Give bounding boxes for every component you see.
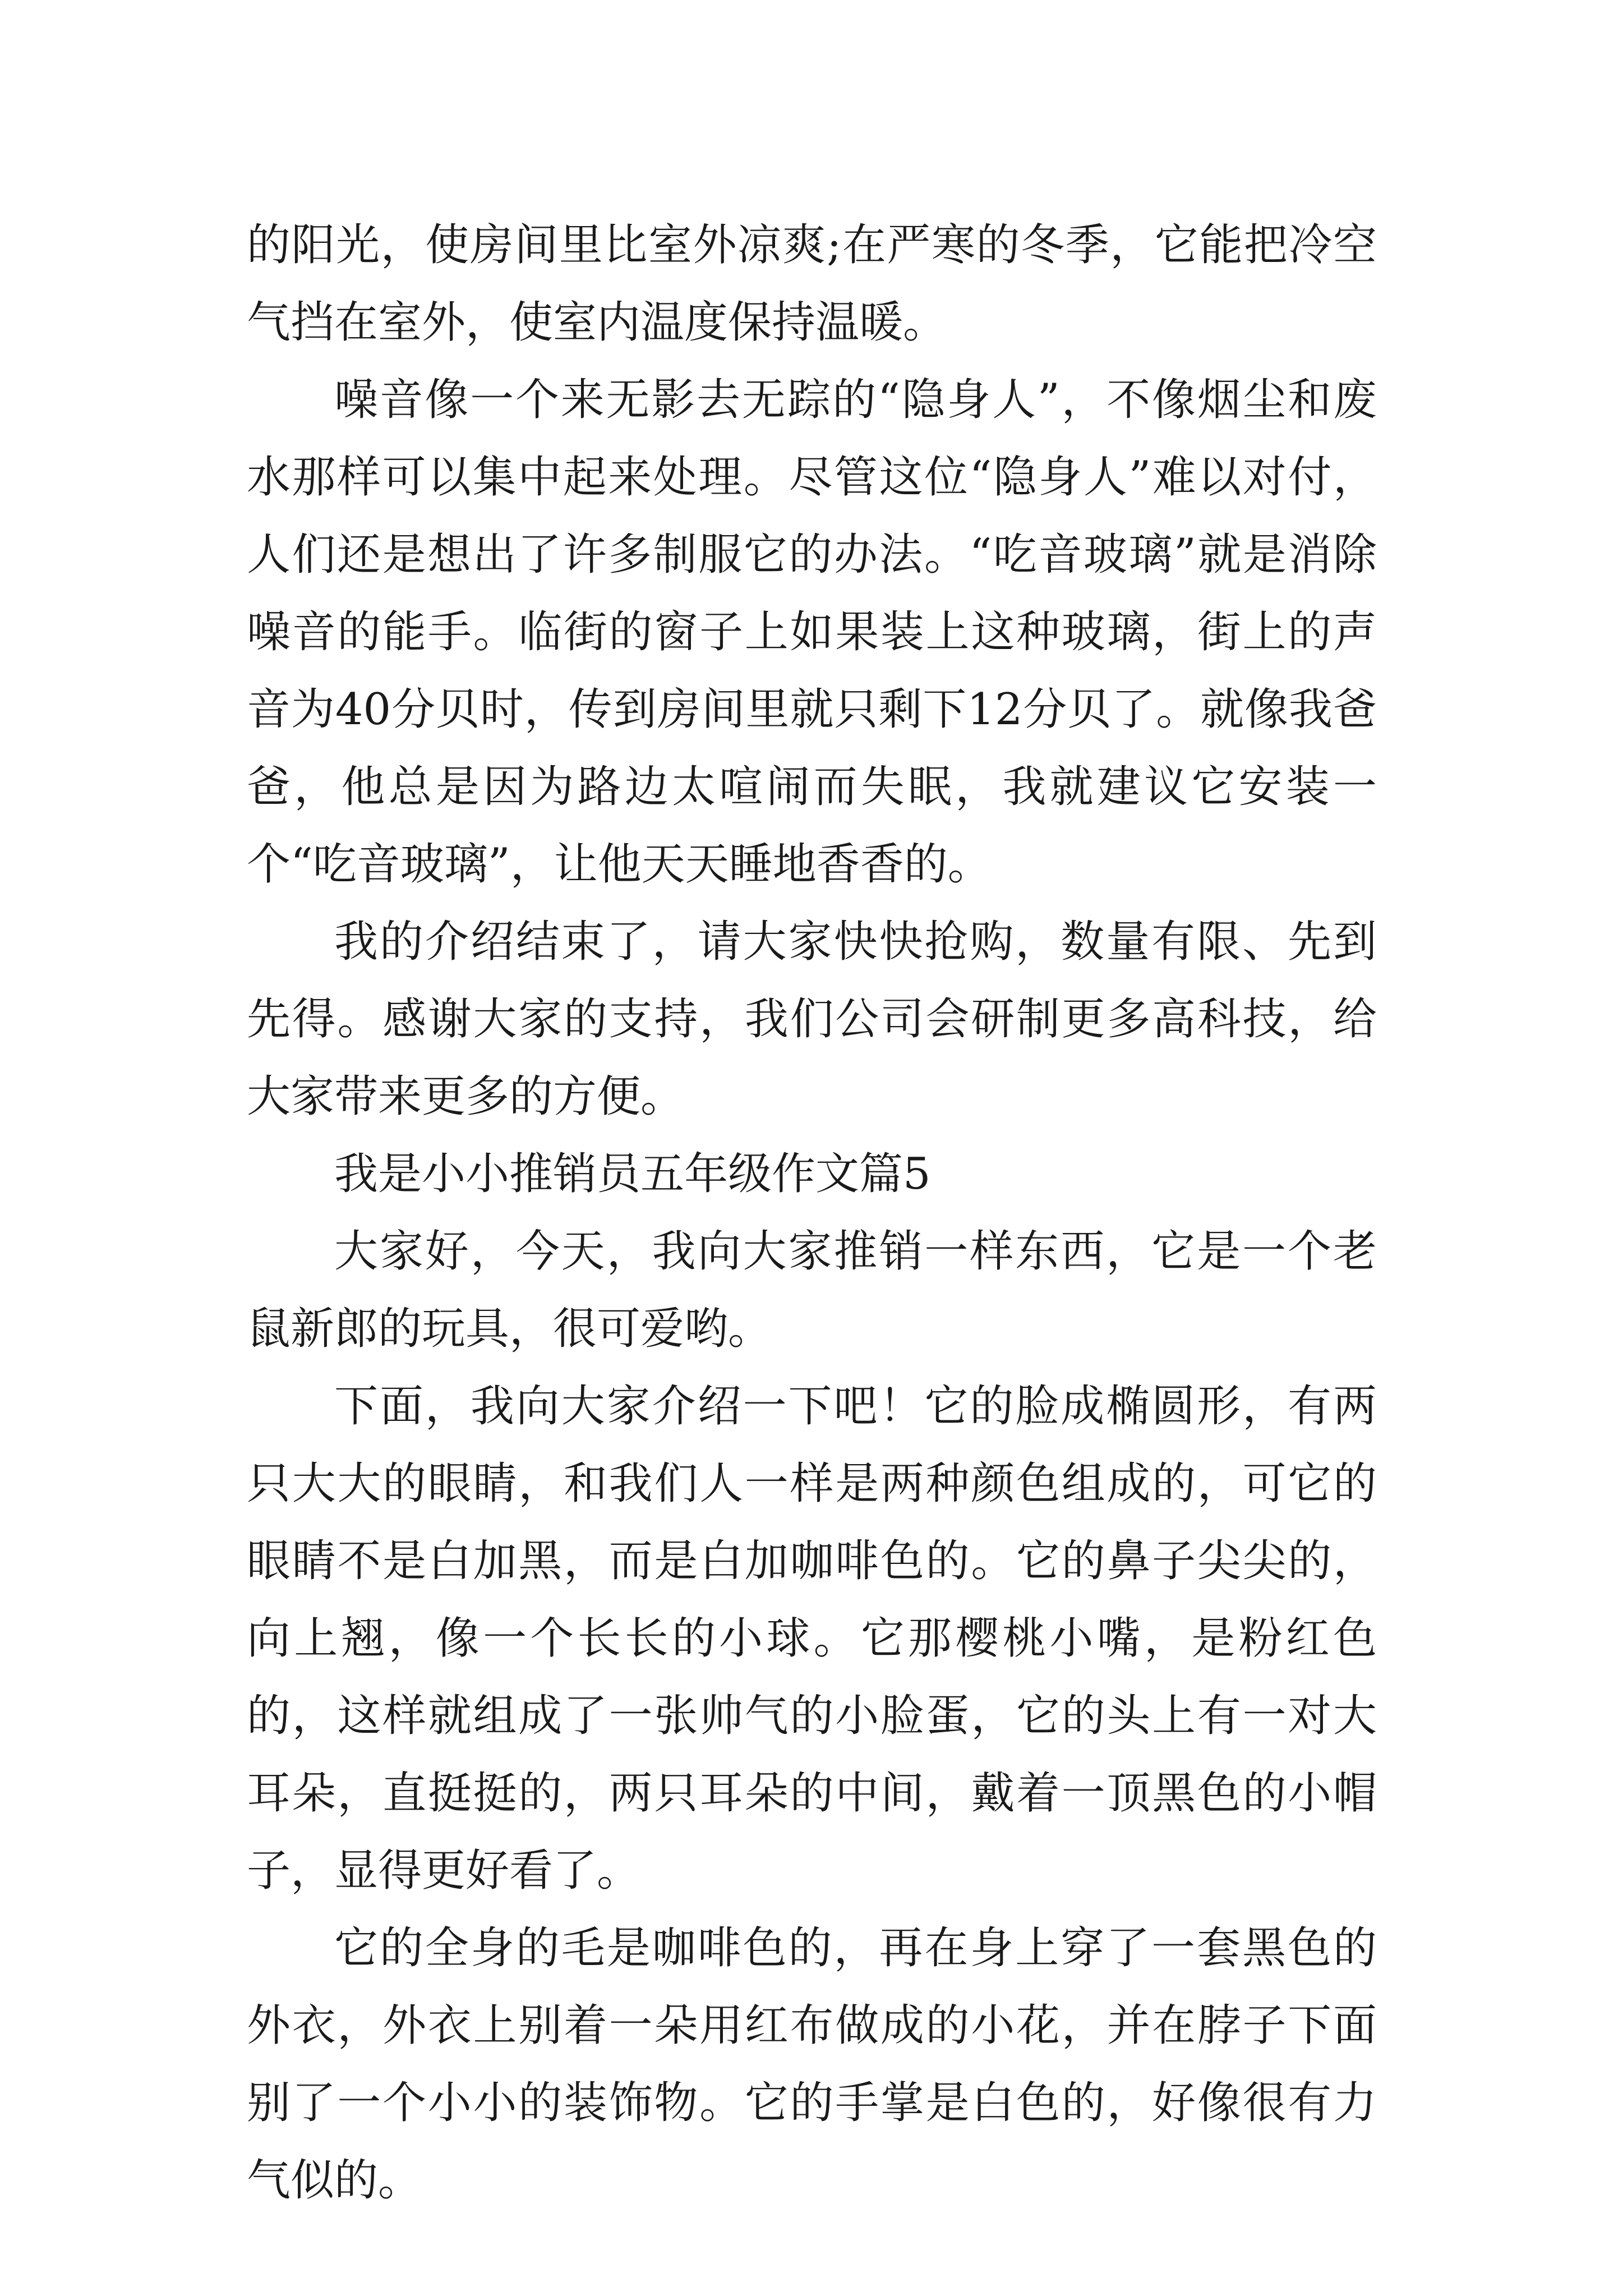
paragraph-face-description: 下面，我向大家介绍一下吧！它的脸成椭圆形，有两只大大的眼睛，和我们人一样是两种颜色组成的，可它的眼睛不是白加黑，而是白加咖啡色的。它的鼻子尖尖的，向上翘，像一个长长的小球。它那樱桃小嘴，是粉红色的，这样就组成了一张帅气的小脸蛋，它的头上有一对大耳朵，直挺挺的，两只耳朵的中间，戴着一顶黑色的小帽子，显得更好看了。 xyxy=(247,1381,1377,1896)
paragraph-continuation: 的阳光，使房间里比室外凉爽;在严寒的冬季，它能把冷空气挡在室外，使室内温度保持温暖。 xyxy=(247,220,1377,348)
document-body xyxy=(247,206,1377,2219)
paragraph-closing: 我的介绍结束了，请大家快快抢购，数量有限、先到先得。感谢大家的支持，我们公司会研制更多高科技，给大家带来更多的方便。 xyxy=(247,917,1377,1122)
paragraph-noise-glass: 噪音像一个来无影去无踪的“隐身人”，不像烟尘和废水那样可以集中起来处理。尽管这位“隐身人”难以对付，人们还是想出了许多制服它的办法。“吃音玻璃”就是消除噪音的能手。临街的窗子上如果装上这种玻璃，街上的声音为40分贝时，传到房间里就只剩下12分贝了。就像我爸爸，他总是因为路边太喧闹而失眠，我就建议它安装一个“吃音玻璃”，让他天天睡地香香的。 xyxy=(247,375,1377,890)
section-heading: 我是小小推销员五年级作文篇5 xyxy=(334,1149,931,1199)
paragraph-body-description: 它的全身的毛是咖啡色的，再在身上穿了一套黑色的外衣，外衣上别着一朵用红布做成的小花，并在脖子下面别了一个小小的装饰物。它的手掌是白色的，好像很有力气似的。 xyxy=(247,1923,1377,2206)
paragraph-intro: 大家好，今天，我向大家推销一样东西，它是一个老鼠新郎的玩具，很可爱哟。 xyxy=(247,1226,1377,1354)
